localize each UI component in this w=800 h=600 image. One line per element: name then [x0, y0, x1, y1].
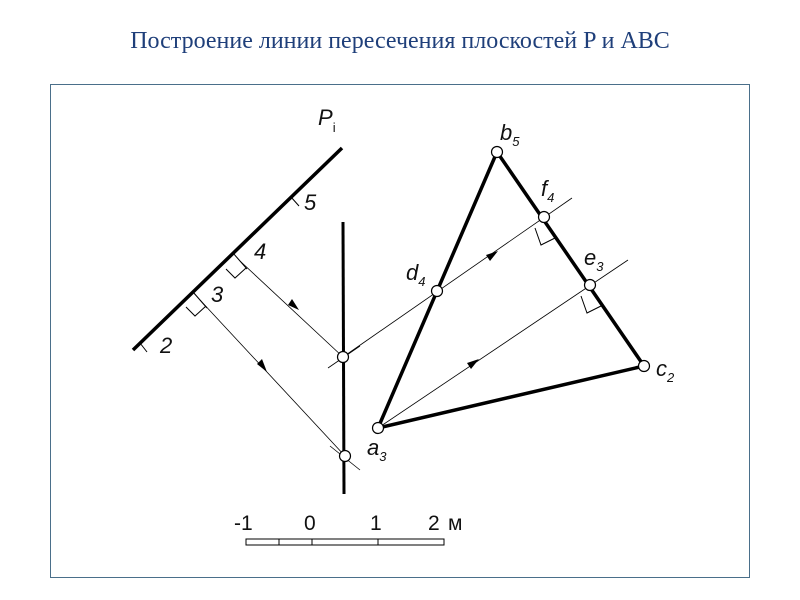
- level-label-2: 2: [160, 333, 173, 358]
- point-f-label: $f_4$: [541, 176, 555, 205]
- point-b: [492, 147, 503, 158]
- right-angle-3: [186, 306, 206, 316]
- level-label-4: 4: [254, 239, 267, 264]
- point-d-label: $d_4$: [406, 260, 426, 289]
- arrow-level-3: [467, 359, 479, 369]
- point-e-label: $e_3$: [584, 245, 604, 274]
- point-a: [373, 423, 384, 434]
- scale-tick-2: 2: [428, 512, 440, 535]
- triangle-abc: [378, 152, 644, 428]
- arrow-4: [288, 299, 299, 310]
- projection-line-4: [240, 261, 343, 357]
- projection-line-3: [200, 300, 345, 456]
- point-e: [585, 280, 596, 291]
- point-a-label: $a_3$: [367, 435, 387, 464]
- level-label-5: 5: [304, 190, 317, 215]
- trace-line-p: [133, 148, 342, 350]
- level-label-3: 3: [211, 282, 224, 307]
- scale-tick-0: 0: [304, 512, 316, 535]
- point-axis-upper: [338, 352, 349, 363]
- scale-tick-minus1: -1: [234, 512, 253, 535]
- point-axis-lower: [340, 451, 351, 462]
- trace-label: $P_i$: [318, 105, 336, 135]
- point-d: [432, 286, 443, 297]
- scale-tick-1: 1: [370, 512, 382, 535]
- point-f: [539, 212, 550, 223]
- point-b-label: $b_5$: [500, 120, 520, 149]
- slide-title: Построение линии пересечения плоскостей P и ABC: [130, 28, 670, 54]
- arrow-level-4: [486, 251, 498, 261]
- scale-unit: м: [448, 512, 463, 535]
- point-c-label: $c_2$: [656, 356, 675, 385]
- arrow-3: [257, 359, 267, 372]
- trace-ticks: [140, 197, 299, 352]
- level-line-4: [343, 198, 572, 357]
- linear-scale: [246, 539, 444, 545]
- point-c: [639, 361, 650, 372]
- right-angle-4: [226, 268, 246, 278]
